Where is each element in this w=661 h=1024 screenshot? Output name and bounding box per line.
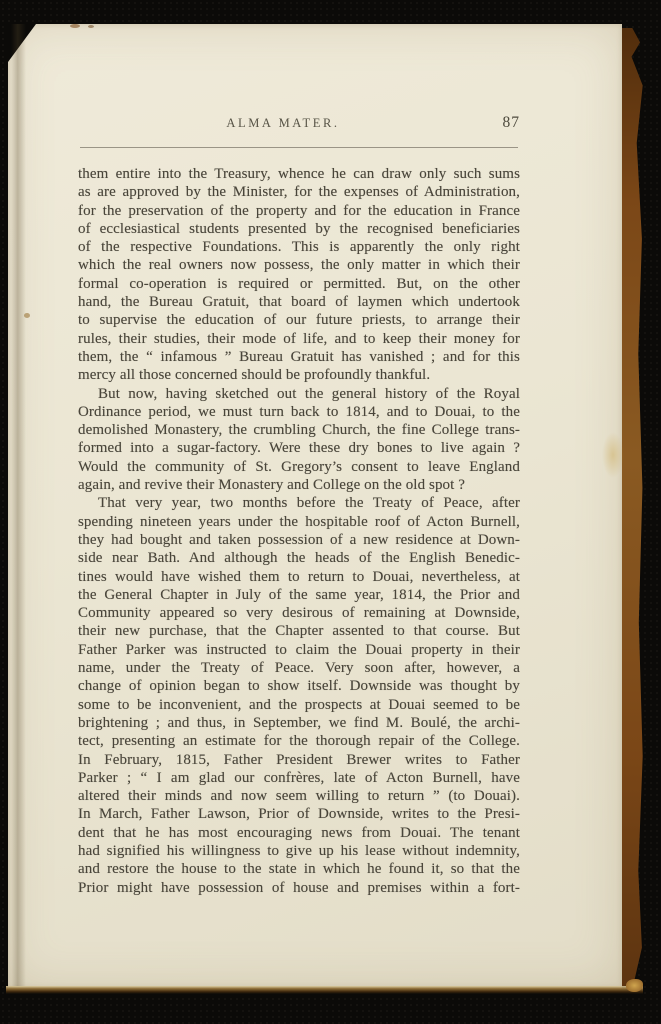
text-line: of the respective Foundations. This is apparently the only right: [78, 239, 520, 256]
text-line: name, under the Treaty of Peace. Very soon after, however, a: [78, 660, 520, 677]
text-line: tines would have wished them to return to Douai, nevertheless, at: [78, 568, 520, 585]
header-rule: [80, 147, 518, 148]
text-line: formed into a sugar-factory. Were these dry bones to live again ?: [78, 440, 520, 457]
text-line: In March, Father Lawson, Prior of Downside, writes to the Presi-: [78, 806, 520, 823]
page-number: 87: [502, 114, 520, 131]
text-line: change of opinion began to show itself. Downside was thought by: [78, 678, 520, 695]
text-line: Community appeared so very desirous of remaining at Downside,: [78, 605, 520, 622]
text-line: Parker ; “ I am glad our confrères, late of Acton Burnell, have: [78, 769, 520, 786]
text-line: mercy all those concerned should be profoundly thankful.: [78, 367, 431, 384]
text-line: they had bought and taken possession of a new residence at Down-: [78, 531, 520, 548]
text-line: rules, their studies, their mode of life, and to keep their money for: [78, 330, 520, 347]
text-line: demolished Monastery, the crumbling Church, the fine College trans-: [78, 422, 520, 439]
text-line: tect, presenting an estimate for the thorough repair of the College.: [78, 733, 520, 750]
text-line: them, the “ infamous ” Bureau Gratuit has vanished ; and for this: [78, 348, 520, 365]
paper-speck: [70, 24, 80, 28]
text-line: Prior might have possession of house and premises within a fort-: [78, 879, 520, 896]
text-line: formal co-operation is required or permitted. But, on the other: [78, 275, 520, 292]
text-line: for the preservation of the property and for the education in France: [78, 202, 520, 219]
text-line: of ecclesiastical students presented by the recognised beneficiaries: [78, 220, 520, 237]
text-line: In February, 1815, Father President Brewer writes to Father: [78, 751, 520, 768]
paper-speck: [88, 25, 94, 28]
book-cover-bottom-edge: [6, 986, 643, 994]
text-line: and restore the house to the state in which he found it, so that the: [78, 861, 520, 878]
book-page: [8, 24, 622, 988]
text-line: as are approved by the Minister, for the expenses of Administration,: [78, 184, 520, 201]
text-line: brightening ; and thus, in September, we find M. Boulé, the archi-: [78, 714, 520, 731]
text-block: [78, 165, 520, 897]
cover-corner-wear: [626, 979, 643, 992]
text-line: their new purchase, that the Chapter assented to that course. But: [78, 623, 520, 640]
text-line: Would the community of St. Gregory’s consent to leave England: [78, 458, 520, 475]
text-line: Ordinance period, we must turn back to 1814, and to Douai, to the: [78, 403, 520, 420]
text-line: altered their minds and now seem willing to return ” (to Douai).: [78, 788, 520, 805]
text-line: some to be inconvenient, and the prospects at Douai seemed to be: [78, 696, 520, 713]
text-line: to supervise the education of our future priests, to arrange their: [78, 312, 520, 329]
text-line: Father Parker was instructed to claim the Douai property in their: [78, 641, 520, 658]
text-line: which the real owners now possess, the only matter in which their: [78, 257, 520, 274]
text-line: But now, having sketched out the general history of the Royal: [98, 385, 520, 402]
paper-speck: [24, 313, 30, 318]
text-line: again, and revive their Monastery and College on the old spot ?: [78, 477, 466, 494]
text-line: had signified his willingness to give up his lease without indemnity,: [78, 842, 520, 859]
text-line: them entire into the Treasury, whence he can draw only such sums: [78, 166, 520, 182]
text-line: hand, the Bureau Gratuit, that board of laymen which undertook: [78, 294, 520, 311]
paper-stain: [602, 432, 624, 478]
text-line: spending nineteen years under the hospitable roof of Acton Burnell,: [78, 513, 520, 530]
page-header: [78, 114, 520, 136]
text-line: the General Chapter in July of the same year, 1814, the Prior and: [78, 586, 520, 603]
text-line: That very year, two months before the Treaty of Peace, after: [98, 495, 520, 512]
page-gutter-crease: [11, 24, 26, 988]
running-title: ALMA MATER.: [226, 116, 340, 130]
text-line: dent that he has most encouraging news from Douai. The tenant: [78, 824, 520, 841]
text-line: side near Bath. And although the heads of the English Benedic-: [78, 550, 520, 567]
